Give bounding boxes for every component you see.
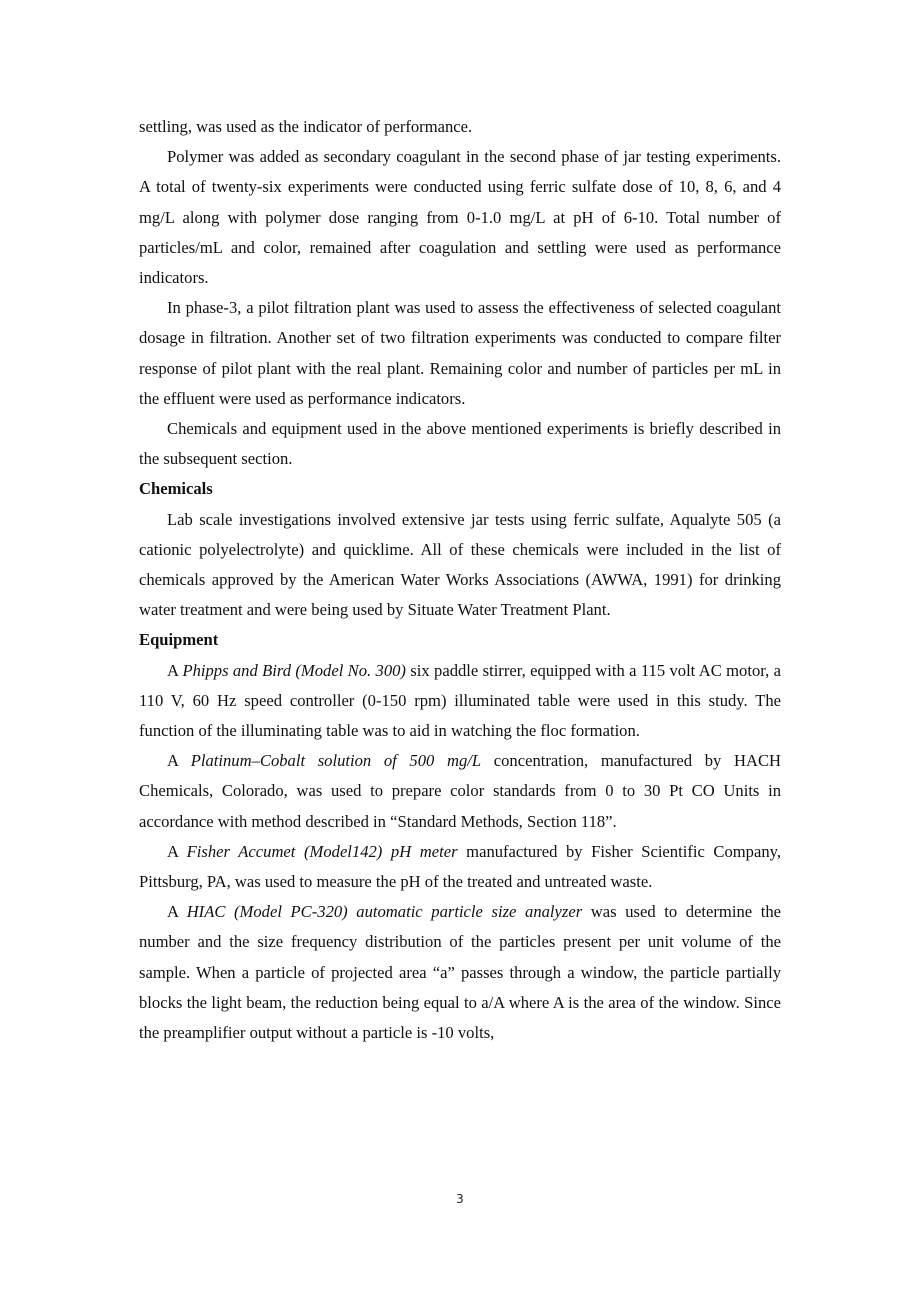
paragraph-ph-meter xyxy=(139,837,781,897)
text: was used to determine the number and the size frequency distribution of the particles present per unit volume of the sample. When a particle of projected area “a” passes through a window, the particle partially blocks the light beam, the reduction being equal to a/A where A is the area of the window. Since the preamplifier output without a particle is -10 volts, xyxy=(139,902,781,1043)
page-number: 3 xyxy=(456,1192,464,1206)
paragraph-stirrer xyxy=(139,656,781,747)
text: A xyxy=(167,902,187,922)
paragraph-pt-co xyxy=(139,746,781,837)
heading-chemicals: Chemicals xyxy=(139,479,213,499)
paragraph-intro-section: Chemicals and equipment used in the above mentioned experiments is briefly described in the subsequent section. xyxy=(139,419,781,469)
paragraph-phase3: In phase-3, a pilot filtration plant was used to assess the effectiveness of selected coagulant dosage in filtration. Another set of two filtration experiments was conducted to compare filter response of pilot plant with the real plant. Remaining color and number of particles per mL in the effluent were used as performance indicators. xyxy=(139,298,781,408)
text: A xyxy=(167,751,191,771)
text: A xyxy=(167,660,183,680)
paragraph-continuation: settling, was used as the indicator of performance. xyxy=(139,117,473,136)
equipment-name: Fisher Accumet (Model142) pH meter xyxy=(186,841,458,861)
text: A xyxy=(167,841,187,861)
text: manufactured by Fisher Scientific Company, Pittsburg, PA, was used to measure the pH of the treated and untreated waste. xyxy=(139,841,782,892)
equipment-name: HIAC (Model PC-320) automatic particle size analyzer xyxy=(186,902,583,922)
paragraph-hiac xyxy=(139,897,781,1048)
equipment-name: Platinum–Cobalt solution of 500 mg/L xyxy=(190,751,482,771)
heading-equipment: Equipment xyxy=(139,630,219,650)
equipment-name: Phipps and Bird (Model No. 300) xyxy=(182,660,406,680)
text: concentration, manufactured by HACH Chemicals, Colorado, was used to prepare color standards from 0 to 30 Pt CO Units in accordance with method described in “Standard Methods, Section 118”. xyxy=(139,751,782,831)
document-body xyxy=(139,112,781,1048)
text: six paddle stirrer, equipped with a 115 volt AC motor, a 110 V, 60 Hz speed controller (0-150 rpm) illuminated table were used in this study. The function of the illuminating table was to aid in watching the floc formation. xyxy=(139,660,781,741)
paragraph-polymer: Polymer was added as secondary coagulant in the second phase of jar testing experiments. A total of twenty-six experiments were conducted using ferric sulfate dose of 10, 8, 6, and 4 mg/L along with polymer dose ranging from 0-1.0 mg/L at pH of 6-10. Total number of particles/mL and color, remained after coagulation and settling were used as performance indicators. xyxy=(139,147,781,288)
paragraph-chemicals: Lab scale investigations involved extensive jar tests using ferric sulfate, Aqualyte 505 (a cationic polyelectrolyte) and quicklime. All of these chemicals were included in the list of chemicals approved by the American Water Works Associations (AWWA, 1991) for drinking water treatment and were being used by Situate Water Treatment Plant. xyxy=(139,509,781,620)
